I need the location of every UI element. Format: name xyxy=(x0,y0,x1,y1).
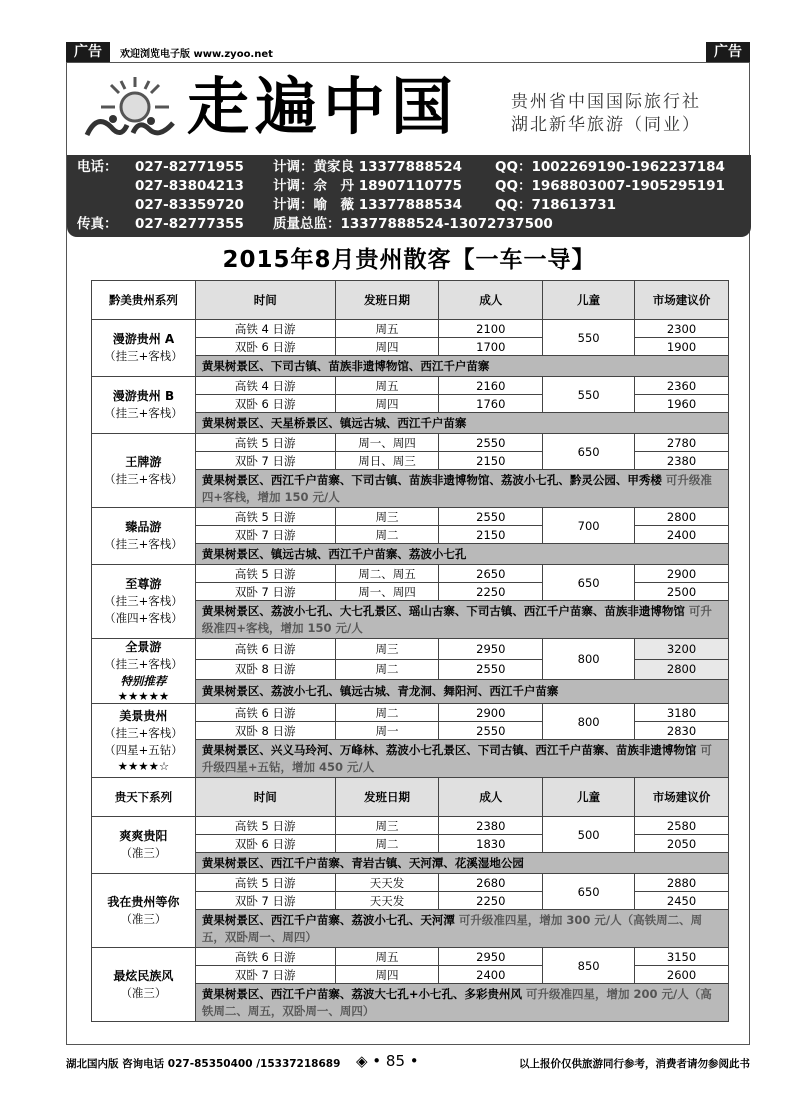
table-row xyxy=(92,704,729,722)
tour-duration: 高铁 6 日游 xyxy=(195,639,335,660)
route-name-cell xyxy=(92,377,196,434)
diamond-icon: ◈ • xyxy=(356,1052,386,1070)
tour-duration: 高铁 5 日游 xyxy=(195,434,335,452)
tour-duration: 高铁 5 日游 xyxy=(195,565,335,583)
route-detail xyxy=(195,984,728,1022)
departure-days: 周日、周三 xyxy=(335,452,439,470)
market-price: 2050 xyxy=(635,835,729,853)
route-detail xyxy=(195,413,728,434)
sun-logo-icon xyxy=(77,73,187,148)
child-price: 550 xyxy=(543,320,635,356)
route-name-cell xyxy=(92,434,196,508)
departure-days: 周二 xyxy=(335,526,439,544)
contact-row: 传真： 027-82777355 质量总监：13377888524-13072737500 xyxy=(77,216,553,232)
footer-disclaimer: 以上报价仅供旅游同行参考，消费者请勿参阅此书 xyxy=(519,1058,750,1070)
tour-duration: 双卧 8 日游 xyxy=(195,659,335,680)
adult-price: 2680 xyxy=(439,874,543,892)
table-row xyxy=(92,508,729,526)
child-price: 550 xyxy=(543,377,635,413)
child-price: 800 xyxy=(543,639,635,680)
page-number-value: 85 xyxy=(385,1052,406,1070)
adult-price: 2950 xyxy=(439,639,543,660)
adult-price: 2650 xyxy=(439,565,543,583)
route-name-cell xyxy=(92,508,196,565)
departure-days: 周一、周四 xyxy=(335,434,439,452)
market-price: 2300 xyxy=(635,320,729,338)
upgrade-note: 可升级四星+五钻，增加 450 元/人 xyxy=(201,742,712,774)
departure-days: 周五 xyxy=(335,948,439,966)
advertisement-box xyxy=(66,62,750,1045)
top-header xyxy=(66,42,750,62)
route-name: 爽爽贵阳 xyxy=(119,829,168,843)
tour-duration: 高铁 5 日游 xyxy=(195,874,335,892)
market-price: 3150 xyxy=(635,948,729,966)
adult-price: 2550 xyxy=(439,659,543,680)
departure-days: 天天发 xyxy=(335,892,439,910)
route-spots: 黄果树景区、西江千户苗寨、荔波小七孔、天河潭 xyxy=(201,912,455,927)
tour-duration: 双卧 7 日游 xyxy=(195,526,335,544)
route-detail xyxy=(195,601,728,639)
child-price: 500 xyxy=(543,817,635,853)
departure-days: 周三 xyxy=(335,508,439,526)
market-price: 2780 xyxy=(635,434,729,452)
departure-days: 周四 xyxy=(335,395,439,413)
route-name: 全景游 xyxy=(125,640,162,654)
market-price: 2380 xyxy=(635,452,729,470)
market-price: 2600 xyxy=(635,966,729,984)
footer-contact: 湖北国内版 咨询电话 027-85350400 /15337218689 xyxy=(66,1058,341,1070)
adult-price: 2250 xyxy=(439,892,543,910)
contact-row: 027-83804213 计调：佘 丹 18907110775 QQ：1968803007-1905295191 xyxy=(135,178,725,194)
route-detail xyxy=(195,740,728,778)
adult-price: 2150 xyxy=(439,452,543,470)
welcome-text[interactable]: 欢迎浏览电子版 www.zyoo.net xyxy=(120,49,273,60)
header-child: 儿童 xyxy=(543,778,635,817)
market-price: 2800 xyxy=(635,659,729,680)
adult-price: 1700 xyxy=(439,338,543,356)
route-name-cell xyxy=(92,817,196,874)
agency-line-2: 湖北新华旅游（同业） xyxy=(511,115,701,135)
page-title: 2015年8月贵州散客【一车一导】 xyxy=(222,247,596,273)
upgrade-note: 可升级准四+客栈，增加 150 元/人 xyxy=(201,472,712,504)
route-spots: 黄果树景区、荔波小七孔、大七孔景区、瑶山古寨、下司古镇、西江千户苗寨、苗族非遗博物馆 xyxy=(201,603,685,618)
table-row xyxy=(92,639,729,660)
page-number: ◈ • 85 • xyxy=(356,1052,419,1070)
child-price: 650 xyxy=(543,434,635,470)
agency-name xyxy=(511,91,701,137)
header-series: 贵天下系列 xyxy=(92,778,196,817)
tour-duration: 高铁 4 日游 xyxy=(195,377,335,395)
adult-price: 1760 xyxy=(439,395,543,413)
header-time: 时间 xyxy=(195,281,335,320)
tour-duration: 双卧 7 日游 xyxy=(195,892,335,910)
route-name-cell xyxy=(92,565,196,639)
child-price: 650 xyxy=(543,565,635,601)
adult-price: 2150 xyxy=(439,526,543,544)
header-adult: 成人 xyxy=(439,281,543,320)
tour-duration: 双卧 8 日游 xyxy=(195,722,335,740)
departure-days: 周五 xyxy=(335,320,439,338)
route-spots: 黄果树景区、西江千户苗寨、青岩古镇、天河潭、花溪湿地公园 xyxy=(201,855,524,870)
tour-duration: 高铁 4 日游 xyxy=(195,320,335,338)
route-hotel: （挂三+客栈） xyxy=(104,726,183,740)
route-hotel: （挂三+客栈） xyxy=(104,537,183,551)
tour-duration: 高铁 6 日游 xyxy=(195,704,335,722)
table-row xyxy=(92,817,729,835)
route-name: 王牌游 xyxy=(125,454,162,469)
table-header xyxy=(92,281,729,320)
route-spots: 黄果树景区、荔波小七孔、镇远古城、青龙洞、舞阳河、西江千户苗寨 xyxy=(201,684,559,699)
route-spots: 黄果树景区、下司古镇、苗族非遗博物馆、西江千户苗寨 xyxy=(201,358,490,373)
ad-label-left: 广告 xyxy=(66,42,110,62)
route-hotel-alt: （准四+客栈） xyxy=(104,611,183,625)
route-hotel: （挂三+客栈） xyxy=(104,471,183,486)
market-price: 2830 xyxy=(635,722,729,740)
upgrade-note: 可升级准四星，增加 200 元/人（高铁周二、周五，双卧周一、周四） xyxy=(201,986,712,1018)
header-time: 时间 xyxy=(195,778,335,817)
agency-line-1: 贵州省中国国际旅行社 xyxy=(511,92,701,112)
adult-price: 2160 xyxy=(439,377,543,395)
route-hotel: （挂三+客栈） xyxy=(104,349,183,363)
header-market: 市场建议价 xyxy=(635,281,729,320)
table-row xyxy=(92,948,729,966)
route-spots: 黄果树景区、镇远古城、西江千户苗寨、荔波小七孔 xyxy=(201,546,467,561)
departure-days: 周二 xyxy=(335,835,439,853)
contact-row: 电话： 027-82771955 计调：黄家良 13377888524 QQ：1002269190-1962237184 xyxy=(77,159,725,175)
child-price: 800 xyxy=(543,704,635,740)
tour-duration: 高铁 5 日游 xyxy=(195,508,335,526)
table-row xyxy=(92,377,729,395)
adult-price: 1830 xyxy=(439,835,543,853)
market-price: 2800 xyxy=(635,508,729,526)
route-hotel: （准三） xyxy=(120,985,167,1000)
route-name: 美景贵州 xyxy=(119,709,168,723)
banner xyxy=(67,63,749,155)
footer xyxy=(66,1052,750,1072)
upgrade-note: 可升级准四+客栈，增加 150 元/人 xyxy=(201,603,712,635)
contact-row: 027-83359720 计调：喻 薇 13377888534 QQ：718613731 xyxy=(135,197,616,213)
header-adult: 成人 xyxy=(439,778,543,817)
departure-days: 周五 xyxy=(335,377,439,395)
ad-label-right: 广告 xyxy=(706,42,750,62)
route-detail xyxy=(195,544,728,565)
route-name-cell xyxy=(92,320,196,377)
tour-duration: 高铁 6 日游 xyxy=(195,948,335,966)
adult-price: 2400 xyxy=(439,966,543,984)
tour-duration: 双卧 6 日游 xyxy=(195,835,335,853)
logo-title: 走遍中国 xyxy=(187,70,460,143)
tour-duration: 高铁 5 日游 xyxy=(195,817,335,835)
route-spots: 黄果树景区、天星桥景区、镇远古城、西江千户苗寨 xyxy=(201,415,467,430)
market-price: 2360 xyxy=(635,377,729,395)
contact-panel xyxy=(67,155,751,237)
route-hotel-alt: （四星+五钻） xyxy=(104,743,183,757)
header-market: 市场建议价 xyxy=(635,778,729,817)
market-price: 2400 xyxy=(635,526,729,544)
departure-days: 周三 xyxy=(335,817,439,835)
table-row xyxy=(92,565,729,583)
market-price: 2450 xyxy=(635,892,729,910)
route-spots: 黄果树景区、西江千户苗寨、荔波大七孔+小七孔、多彩贵州风 xyxy=(201,986,523,1001)
adult-price: 2950 xyxy=(439,948,543,966)
header-dates: 发班日期 xyxy=(335,778,439,817)
market-price: 2880 xyxy=(635,874,729,892)
route-spots: 黄果树景区、兴义马玲河、万峰林、荔波小七孔景区、下司古镇、西江千户苗寨、苗族非遗博物馆 xyxy=(201,742,697,757)
departure-days: 周二、周五 xyxy=(335,565,439,583)
departure-days: 周二 xyxy=(335,704,439,722)
departure-days: 周三 xyxy=(335,639,439,660)
market-price: 1960 xyxy=(635,395,729,413)
departure-days: 周一、周四 xyxy=(335,583,439,601)
route-spots: 黄果树景区、西江千户苗寨、下司古镇、苗族非遗博物馆、荔波小七孔、黔灵公园、甲秀楼 xyxy=(201,472,662,487)
market-price: 2500 xyxy=(635,583,729,601)
header-dates: 发班日期 xyxy=(335,281,439,320)
tour-duration: 双卧 7 日游 xyxy=(195,966,335,984)
route-name-cell xyxy=(92,948,196,1022)
star-rating: ★★★★☆ xyxy=(117,759,170,773)
tour-duration: 双卧 7 日游 xyxy=(195,452,335,470)
table-header xyxy=(92,778,729,817)
price-table xyxy=(91,280,729,1022)
route-detail xyxy=(195,680,728,704)
route-name: 最炫民族风 xyxy=(113,968,174,983)
table-row xyxy=(92,874,729,892)
route-detail xyxy=(195,910,728,948)
route-name: 我在贵州等你 xyxy=(107,894,180,909)
departure-days: 周二 xyxy=(335,659,439,680)
departure-days: 周四 xyxy=(335,966,439,984)
market-price: 3200 xyxy=(635,639,729,660)
route-hotel: （准三） xyxy=(120,846,167,860)
header-child: 儿童 xyxy=(543,281,635,320)
child-price: 700 xyxy=(543,508,635,544)
adult-price: 2550 xyxy=(439,508,543,526)
table-row xyxy=(92,320,729,338)
departure-days: 周一 xyxy=(335,722,439,740)
route-name-cell xyxy=(92,874,196,948)
route-name: 臻品游 xyxy=(125,520,162,534)
market-price: 1900 xyxy=(635,338,729,356)
route-name-cell xyxy=(92,639,196,704)
market-price: 2900 xyxy=(635,565,729,583)
route-hotel: （挂三+客栈） xyxy=(104,657,183,671)
route-hotel: （准三） xyxy=(120,911,167,926)
route-hotel: （挂三+客栈） xyxy=(104,406,183,420)
adult-price: 2550 xyxy=(439,722,543,740)
adult-price: 2900 xyxy=(439,704,543,722)
adult-price: 2380 xyxy=(439,817,543,835)
adult-price: 2100 xyxy=(439,320,543,338)
adult-price: 2250 xyxy=(439,583,543,601)
adult-price: 2550 xyxy=(439,434,543,452)
route-detail xyxy=(195,470,728,508)
route-detail xyxy=(195,356,728,377)
route-hotel: （挂三+客栈） xyxy=(104,594,183,608)
table-row xyxy=(92,434,729,452)
header-series: 黔美贵州系列 xyxy=(92,281,196,320)
special-recommend: 特别推荐 xyxy=(120,674,167,688)
route-detail xyxy=(195,853,728,874)
market-price: 2580 xyxy=(635,817,729,835)
route-name: 至尊游 xyxy=(125,577,162,591)
child-price: 850 xyxy=(543,948,635,984)
departure-days: 周四 xyxy=(335,338,439,356)
tour-duration: 双卧 6 日游 xyxy=(195,395,335,413)
route-name: 漫游贵州 A xyxy=(112,332,175,346)
tour-duration: 双卧 7 日游 xyxy=(195,583,335,601)
departure-days: 天天发 xyxy=(335,874,439,892)
child-price: 650 xyxy=(543,874,635,910)
star-rating: ★★★★★ xyxy=(117,689,170,703)
tour-duration: 双卧 6 日游 xyxy=(195,338,335,356)
market-price: 3180 xyxy=(635,704,729,722)
route-name-cell xyxy=(92,704,196,778)
route-name: 漫游贵州 B xyxy=(112,389,175,403)
upgrade-note: 可升级准四星，增加 300 元/人（高铁周二、周五，双卧周一、周四） xyxy=(201,912,703,944)
